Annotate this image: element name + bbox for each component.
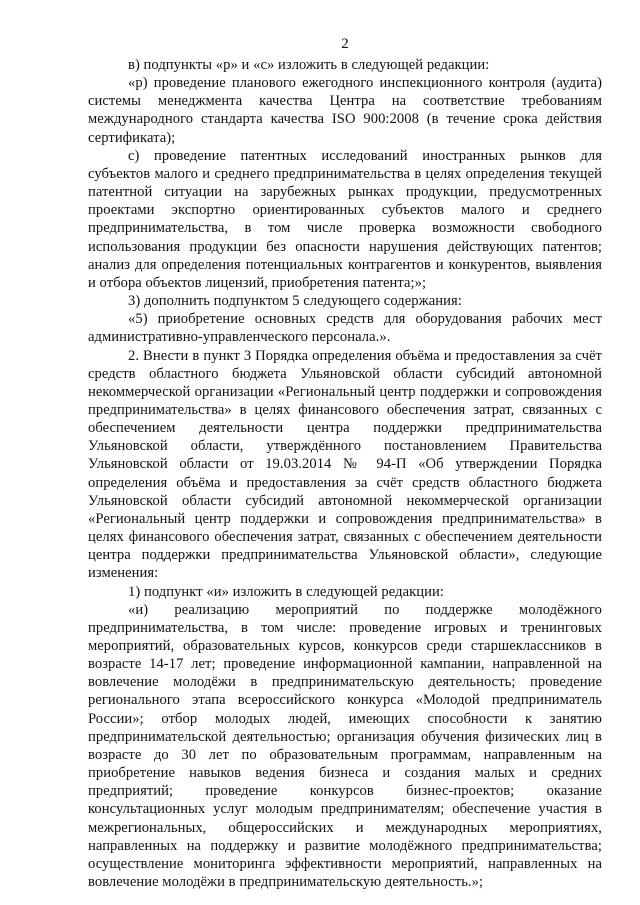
paragraph-3-add-subpoint: 3) дополнить подпунктом 5 следующего содержания: [128, 293, 462, 310]
paragraph-r-audit: «р) проведение планового ежегодного инспекционного контроля (аудита) системы менеджмента качества Центра на соответствие требованиям международного стандарта качества ISO 900:2008 (в течение срока действия сертификата); [88, 75, 602, 146]
paragraph-2-amend-procedure: 2. Внести в пункт 3 Порядка определения объёма и предоставления за счёт средств областного бюджета Ульяновской области субсидий автономной некоммерческой организации «Региональный центр поддержки и сопровождения предпринимательства» в целях финансового обеспечения затрат, связанных с обеспечением деятельности центра поддержки предпринимательства Ульяновской области, утверждённого постановлением Правительства Ульяновской области от 19.03.2014 № 94-П «Об утверждении Порядка определения объёма и предоставления за счёт средств областного бюджета Ульяновской области субсидий автономной некоммерческой организации «Региональный центр поддержки и сопровождения предпринимательства» в целях финансового обеспечения затрат, связанных с обеспечением деятельности центра поддержки предпринимательства Ульяновской области», следующие изменения: [88, 347, 602, 582]
document-page [88, 34, 602, 891]
paragraph-v-subpoints: в) подпункты «р» и «с» изложить в следующей редакции: [128, 57, 490, 73]
paragraph-s-patent: с) проведение патентных исследований иностранных рынков для субъектов малого и среднего предпринимательства в целях определения текущей патентной ситуации на зарубежных рынках продукции, предусмотренных проектами экспортно ориентированных субъектов малого и среднего предпринимательства, в том числе проверка возможности свободного использования продукции без опасности нарушения действующих патентов; анализ для определения потенциальных контрагентов и конкурентов, выявления и отбора объектов лицензий, приобретения патента;»; [88, 147, 602, 291]
paragraph-5-fixed-assets: «5) приобретение основных средств для оборудования рабочих мест административно-управленческого персонала.». [88, 311, 602, 346]
paragraph-1-subpoint-i: 1) подпункт «и» изложить в следующей редакции: [128, 583, 444, 600]
paragraph-i-youth-entrepreneurship: «и) реализацию мероприятий по поддержке молодёжного предпринимательства, в том числе: проведение игровых и тренинговых мероприятий, образовательных курсов, конкурсов среди старшеклассников в возрасте 14-17 лет; проведение информационной кампании, направленной на вовлечение молодёжи в предпринимательскую деятельность; проведение регионального этапа всероссийского конкурса «Молодой предприниматель России»; отбор молодых людей, имеющих способности к занятию предпринимательской деятельностью; организация обучения физических лиц в возрасте до 30 лет по образовательным программам, направленным на приобретение навыков ведения бизнеса и создания малых и средних предприятий; проведение конкурсов бизнес-проектов; оказание консультационных услуг молодым предпринимателям; обеспечение участия в межрегиональных, общероссийских и международных мероприятиях, направленных на поддержку и развитие молодёжного предпринимательства; осуществление мониторинга эффективности мероприятий, направленных на вовлечение молодёжи в предпринимательскую деятельность.»; [88, 601, 602, 891]
page-number: 2 [341, 36, 349, 52]
